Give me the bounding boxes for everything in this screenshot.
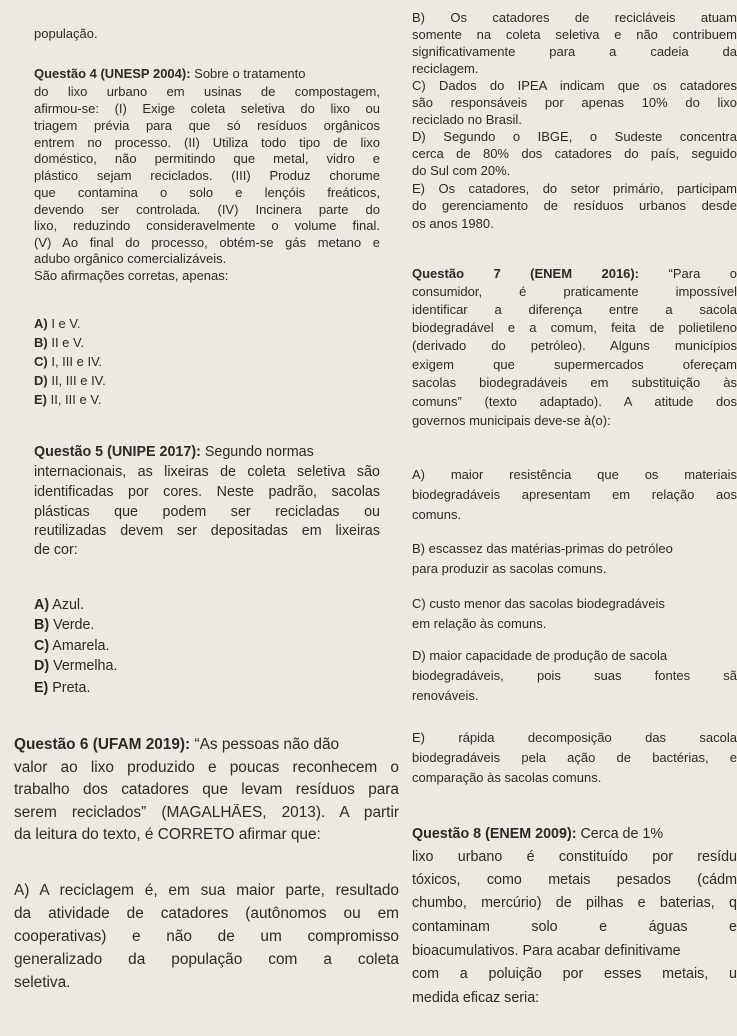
question-8-line: medida eficaz seria: bbox=[412, 990, 540, 1006]
question-7-line: exigem que supermercados ofereçam bbox=[412, 357, 737, 372]
question-6-line: trabalho dos catadores que levam resíduos para bbox=[14, 781, 399, 798]
option-c-line: são responsáveis por apenas 10% do lixo bbox=[412, 95, 737, 110]
question-5-option-d[interactable] bbox=[34, 658, 380, 674]
question-7-line: identificar a diferença entre a sacola bbox=[412, 302, 737, 317]
option-a-line: seletiva. bbox=[14, 974, 71, 991]
option-b-line: reciclagem. bbox=[412, 61, 479, 76]
question-7-line: governos municipais deve-se à(o): bbox=[412, 413, 611, 428]
option-letter: D) bbox=[34, 373, 48, 388]
question-5-line: internacionais, as lixeiras de coleta seletiva são bbox=[34, 464, 380, 480]
question-6-line: valor ao lixo produzido e poucas reconhecem o bbox=[14, 759, 399, 776]
option-b-line: somente na coleta seletiva e não contribuem bbox=[412, 27, 737, 42]
option-text: II, III e IV. bbox=[47, 373, 106, 388]
option-b-line: significativamente para a cadeia da bbox=[412, 44, 737, 59]
option-b-line: B) Os catadores de recicláveis atuam bbox=[412, 10, 737, 25]
question-4-option-d[interactable] bbox=[34, 373, 380, 388]
question-8-title: Questão 8 (ENEM 2009): bbox=[412, 826, 577, 842]
question-8-line: com a poluição por esses metais, u bbox=[412, 966, 737, 982]
option-letter: A) bbox=[34, 316, 48, 331]
question-6-title: Questão 6 (UFAM 2019): bbox=[14, 736, 191, 753]
option-e-line: do gerenciamento de resíduos urbanos desde bbox=[412, 198, 737, 213]
option-text: II, III e V. bbox=[47, 392, 102, 407]
option-d-line: D) Segundo o IBGE, o Sudeste concentra bbox=[412, 129, 737, 144]
question-5-line: reutilizadas devem ser depositadas em lixeiras bbox=[34, 523, 380, 539]
question-7-line: sacolas biodegradáveis em substituição às bbox=[412, 375, 737, 390]
option-line: biodegradáveis pela ação de bactérias, e bbox=[412, 750, 737, 765]
option-letter: C) bbox=[34, 638, 50, 654]
option-text: II e V. bbox=[47, 335, 85, 350]
option-text: Preta. bbox=[48, 680, 91, 696]
option-line: comparação às sacolas comuns. bbox=[412, 770, 602, 785]
option-e-line: os anos 1980. bbox=[412, 216, 494, 231]
option-d-line: do Sul com 20%. bbox=[412, 163, 511, 178]
option-c-line: C) Dados do IPEA indicam que os catadores bbox=[412, 78, 737, 93]
question-6-header bbox=[14, 736, 399, 754]
question-8-line: tóxicos, como metais pesados (cádm bbox=[412, 872, 737, 888]
option-e-line: E) Os catadores, do setor primário, participam bbox=[412, 181, 737, 196]
option-text: I, III e IV. bbox=[47, 354, 103, 369]
question-5-option-e[interactable] bbox=[34, 680, 380, 696]
option-text: Verde. bbox=[49, 617, 95, 633]
option-a-line: cooperativas) e não de um compromisso bbox=[14, 928, 399, 945]
question-5-option-c[interactable] bbox=[34, 638, 380, 654]
question-6-line: serem reciclados” (MAGALHÃES, 2013). A partir bbox=[14, 804, 399, 821]
question-7-line: consumidor, é praticamente impossível bbox=[412, 284, 737, 299]
option-letter: E) bbox=[34, 680, 49, 696]
option-text: Amarela. bbox=[49, 638, 110, 654]
option-line: E) rápida decomposição das sacola bbox=[412, 730, 737, 745]
question-4-option-b[interactable] bbox=[34, 335, 380, 350]
option-letter: E) bbox=[34, 392, 47, 407]
question-5-option-a[interactable] bbox=[34, 597, 380, 613]
question-4-title: Questão 4 (UNESP 2004): bbox=[34, 66, 191, 81]
option-letter: D) bbox=[34, 658, 50, 674]
question-7-header bbox=[412, 266, 737, 281]
question-4-line: afirmou-se: (I) Exige coleta seletiva do lixo ou bbox=[34, 101, 380, 116]
option-line: renováveis. bbox=[412, 688, 479, 703]
question-8-title-rest: Cerca de 1% bbox=[576, 826, 664, 842]
option-a-line: A) A reciclagem é, em sua maior parte, resultado bbox=[14, 882, 399, 899]
option-line: biodegradáveis, pois suas fontes sã bbox=[412, 668, 737, 683]
question-5-line: plásticas que podem ser recicladas ou bbox=[34, 504, 380, 520]
question-7-line: biodegradável e a comum, feita de polietileno bbox=[412, 320, 737, 335]
option-line: para produzir as sacolas comuns. bbox=[412, 561, 607, 576]
question-4-line: entrem no processo. (II) Utiliza todo tipo de lixo bbox=[34, 135, 380, 150]
question-5-header bbox=[34, 444, 380, 460]
question-4-option-e[interactable] bbox=[34, 392, 380, 407]
question-7-line: comuns” (texto adaptado). A atitude dos bbox=[412, 394, 737, 409]
option-text: Vermelha. bbox=[49, 658, 118, 674]
question-7-line: (derivado do petróleo). Alguns municípios bbox=[412, 338, 737, 353]
option-line: B) escassez das matérias-primas do petróleo bbox=[412, 541, 673, 556]
question-4-line: do lixo urbano em usinas de compostagem, bbox=[34, 84, 380, 99]
question-5-title-rest: Segundo normas bbox=[200, 444, 314, 460]
question-4-line: plástico sejam reciclados. (III) Produz chorume bbox=[34, 168, 380, 183]
question-4-line: adubo orgânico comercializáveis. bbox=[34, 251, 227, 266]
question-4-line: que contamina o solo e lençóis freáticos, bbox=[34, 185, 380, 200]
option-line: em relação às comuns. bbox=[412, 616, 547, 631]
option-c-line: reciclado no Brasil. bbox=[412, 112, 522, 127]
question-7-title-rest: “Para o bbox=[639, 266, 737, 281]
question-5-line: de cor: bbox=[34, 542, 78, 558]
option-line: D) maior capacidade de produção de sacola bbox=[412, 648, 668, 663]
question-8-header bbox=[412, 826, 737, 842]
question-6-line: da leitura do texto, é CORRETO afirmar que: bbox=[14, 826, 321, 843]
option-line: A) maior resistência que os materiais bbox=[412, 467, 737, 482]
question-4-prompt: São afirmações corretas, apenas: bbox=[34, 268, 229, 283]
option-line: C) custo menor das sacolas biodegradáveis bbox=[412, 596, 665, 611]
question-8-line: lixo urbano é constituído por resídu bbox=[412, 849, 737, 865]
question-6-title-rest: “As pessoas não dão bbox=[190, 736, 340, 753]
question-4-option-c[interactable] bbox=[34, 354, 380, 369]
question-4-header bbox=[34, 66, 380, 81]
question-4-line: triagem prévia para que só resíduos orgânicos bbox=[34, 118, 380, 133]
question-4-line: doméstico, não permitindo que metal, vidro e bbox=[34, 151, 380, 166]
option-line: biodegradáveis apresentam em relação aos bbox=[412, 487, 737, 502]
question-4-option-a[interactable] bbox=[34, 316, 380, 331]
option-letter: B) bbox=[34, 335, 48, 350]
option-text: Azul. bbox=[49, 597, 85, 613]
question-4-line: (V) Ao final do processo, obtém-se gás metano e bbox=[34, 235, 380, 250]
option-letter: C) bbox=[34, 354, 48, 369]
question-8-line: chumbo, mercúrio) de pilhas e baterias, q bbox=[412, 895, 737, 911]
question-5-line: identificadas por cores. Neste padrão, sacolas bbox=[34, 484, 380, 500]
question-4-line: devendo ser controlada. (IV) Incinera parte do bbox=[34, 202, 380, 217]
option-d-line: cerca de 80% dos catadores do país, seguido bbox=[412, 146, 737, 161]
option-a-line: da atividade de catadores (autônomos ou em bbox=[14, 905, 399, 922]
option-letter: A) bbox=[34, 597, 50, 613]
question-8-line: bioacumulativos. Para acabar definitivame bbox=[412, 943, 681, 959]
option-a-line: generalizado da população com a coleta bbox=[14, 951, 399, 968]
question-4-title-rest: Sobre o tratamento bbox=[190, 66, 306, 81]
question-8-line: contaminam solo e águas e bbox=[412, 919, 737, 935]
option-letter: B) bbox=[34, 617, 50, 633]
option-text: I e V. bbox=[47, 316, 81, 331]
option-line: comuns. bbox=[412, 507, 462, 522]
question-5-option-b[interactable] bbox=[34, 617, 380, 633]
intro-text: população. bbox=[34, 26, 98, 41]
question-5-title: Questão 5 (UNIPE 2017): bbox=[34, 444, 201, 460]
question-7-title: Questão 7 (ENEM 2016): bbox=[412, 266, 640, 281]
question-4-line: lixo, reduzindo consideravelmente o volume final. bbox=[34, 218, 380, 233]
